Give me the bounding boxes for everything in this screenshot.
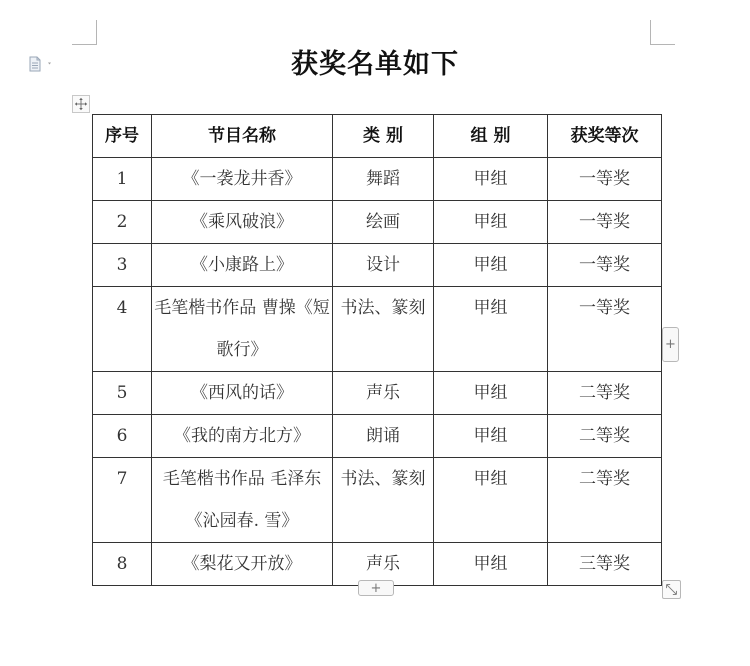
table-cell[interactable]: 二等奖	[548, 458, 662, 543]
table-cell[interactable]: 3	[93, 244, 152, 287]
table-row	[93, 415, 662, 458]
table-cell[interactable]: 朗诵	[333, 415, 434, 458]
table-cell[interactable]: 2	[93, 201, 152, 244]
table-cell[interactable]: 甲组	[434, 244, 548, 287]
resize-icon[interactable]	[662, 580, 681, 599]
move-handle-icon[interactable]	[72, 95, 90, 113]
table-cell[interactable]: 一等奖	[548, 287, 662, 372]
table-cell[interactable]: 7	[93, 458, 152, 543]
add-column-button[interactable]: +	[662, 327, 679, 362]
table-row	[93, 372, 662, 415]
table-cell[interactable]: 《乘风破浪》	[152, 201, 333, 244]
table-cell[interactable]: 《梨花又开放》	[152, 543, 333, 586]
header-cell[interactable]: 节目名称	[152, 115, 333, 158]
header-cell[interactable]: 类 别	[333, 115, 434, 158]
table-cell[interactable]: 4	[93, 287, 152, 372]
add-row-button[interactable]: +	[358, 580, 394, 596]
table-cell[interactable]: 声乐	[333, 543, 434, 586]
table-cell[interactable]: 绘画	[333, 201, 434, 244]
table-row	[93, 158, 662, 201]
header-cell[interactable]: 序号	[93, 115, 152, 158]
table-cell[interactable]: 舞蹈	[333, 158, 434, 201]
table-cell[interactable]: 设计	[333, 244, 434, 287]
table-cell[interactable]: 《小康路上》	[152, 244, 333, 287]
table-cell[interactable]: 甲组	[434, 158, 548, 201]
table-cell[interactable]: 三等奖	[548, 543, 662, 586]
table-cell[interactable]: 毛笔楷书作品 曹操《短歌行》	[152, 287, 333, 372]
table-row	[93, 244, 662, 287]
award-table	[92, 114, 662, 586]
table-cell[interactable]: 6	[93, 415, 152, 458]
table-cell[interactable]: 甲组	[434, 543, 548, 586]
header-cell[interactable]: 组 别	[434, 115, 548, 158]
table-cell[interactable]: 一等奖	[548, 244, 662, 287]
table-cell[interactable]: 甲组	[434, 201, 548, 244]
table-cell[interactable]: 甲组	[434, 287, 548, 372]
table-cell[interactable]: 1	[93, 158, 152, 201]
table-cell[interactable]: 书法、篆刻	[333, 458, 434, 543]
header-cell[interactable]: 获奖等次	[548, 115, 662, 158]
table-header-row	[93, 115, 662, 158]
table-cell[interactable]: 8	[93, 543, 152, 586]
table-cell[interactable]: 《西风的话》	[152, 372, 333, 415]
table-cell[interactable]: 书法、篆刻	[333, 287, 434, 372]
table-cell[interactable]: 甲组	[434, 372, 548, 415]
table-cell[interactable]: 二等奖	[548, 415, 662, 458]
table-cell[interactable]: 二等奖	[548, 372, 662, 415]
table-cell[interactable]: 一等奖	[548, 201, 662, 244]
table-row	[93, 458, 662, 543]
table-cell[interactable]: 声乐	[333, 372, 434, 415]
table-row	[93, 201, 662, 244]
table-cell[interactable]: 毛笔楷书作品 毛泽东《沁园春. 雪》	[152, 458, 333, 543]
table-row	[93, 287, 662, 372]
table-cell[interactable]: 甲组	[434, 415, 548, 458]
table-cell[interactable]: 5	[93, 372, 152, 415]
table-cell[interactable]: 一等奖	[548, 158, 662, 201]
table-cell[interactable]: 甲组	[434, 458, 548, 543]
table-cell[interactable]: 《一袭龙井香》	[152, 158, 333, 201]
table-cell[interactable]: 《我的南方北方》	[152, 415, 333, 458]
page-title: 获奖名单如下	[291, 49, 459, 80]
